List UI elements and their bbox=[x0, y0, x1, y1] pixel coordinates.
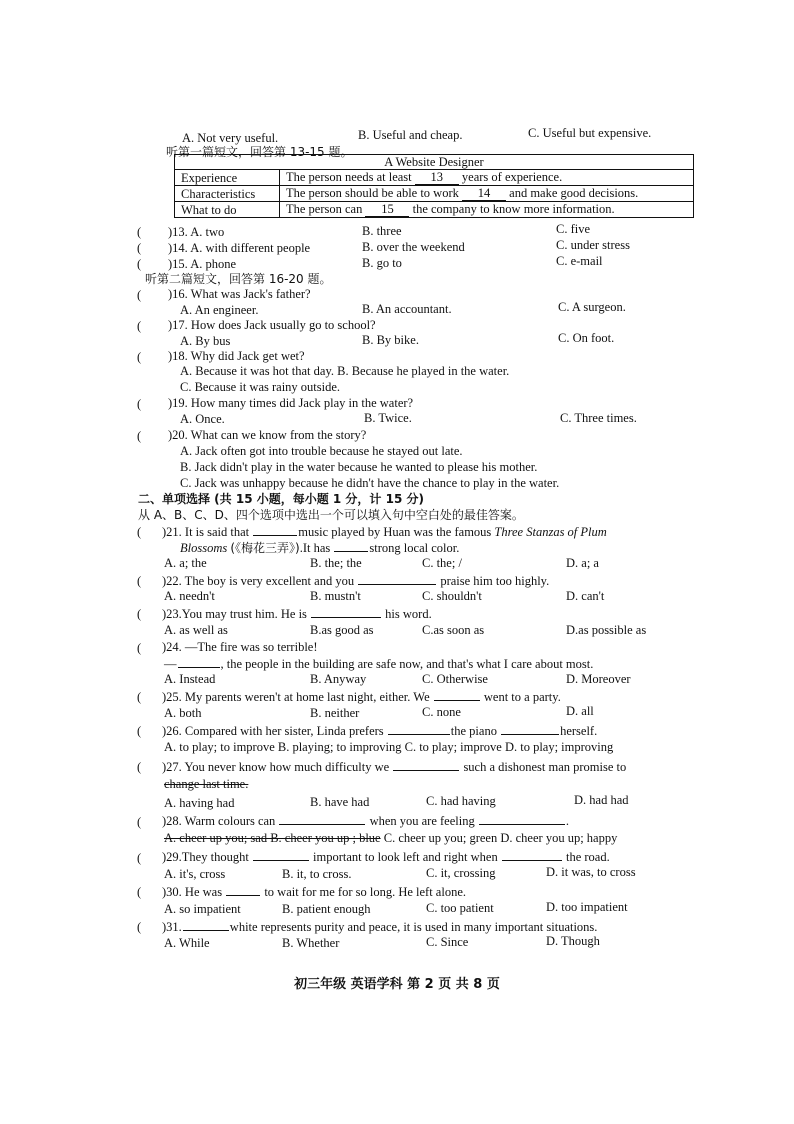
q21-stem-line2: Blossoms (《梅花三弄》).It has strong local color. bbox=[180, 541, 460, 555]
q30-option-a: A. so impatient bbox=[164, 902, 241, 916]
q29-option-c: C. it, crossing bbox=[426, 866, 496, 880]
table-row bbox=[175, 202, 694, 218]
blank[interactable] bbox=[479, 813, 565, 825]
q15-option-c: C. e-mail bbox=[556, 254, 603, 268]
q21-option-a: A. a; the bbox=[164, 556, 207, 570]
q30-option-d: D. too impatient bbox=[546, 900, 628, 914]
q19-option-b: B. Twice. bbox=[364, 411, 412, 425]
q13-option-c: C. five bbox=[556, 222, 591, 236]
q20-stem: )20. What can we know from the story? bbox=[168, 428, 367, 442]
q19-stem: )19. How many times did Jack play in the water? bbox=[168, 396, 414, 410]
q19-option-c: C. Three times. bbox=[560, 411, 637, 425]
answer-paren[interactable]: ( bbox=[137, 319, 142, 333]
q23-option-c: C.as soon as bbox=[422, 623, 485, 637]
blank[interactable] bbox=[253, 849, 309, 861]
answer-paren[interactable]: ( bbox=[137, 350, 142, 364]
q24-option-b: B. Anyway bbox=[310, 672, 367, 686]
q23-option-d: D.as possible as bbox=[566, 623, 647, 637]
q22-option-a: A. needn't bbox=[164, 589, 215, 603]
q29-stem: )29.They thought important to look left and right when the road. bbox=[162, 850, 610, 864]
table-title: A Website Designer bbox=[175, 155, 694, 170]
q27-option-a: A. having had bbox=[164, 796, 235, 810]
q13-stem: )13. A. two bbox=[168, 225, 225, 239]
blank[interactable] bbox=[334, 540, 368, 552]
q31-option-d: D. Though bbox=[546, 934, 600, 948]
q26-stem: )26. Compared with her sister, Linda prefers the piano herself. bbox=[162, 724, 598, 738]
blank[interactable] bbox=[279, 813, 365, 825]
q23-option-b: B.as good as bbox=[310, 623, 374, 637]
q24-stem: )24. —The fire was so terrible! bbox=[162, 640, 318, 654]
answer-paren[interactable]: ( bbox=[137, 574, 142, 588]
q20-option-a: A. Jack often got into trouble because he stayed out late. bbox=[180, 444, 463, 458]
q27-option-c: C. had having bbox=[426, 794, 496, 808]
answer-blank[interactable]: 13 bbox=[415, 170, 459, 185]
q27-stem: )27. You never know how much difficulty we such a dishonest man promise to bbox=[162, 760, 627, 774]
answer-paren[interactable]: ( bbox=[137, 241, 142, 255]
q28-stem: )28. Warm colours can when you are feeling . bbox=[162, 814, 569, 828]
q14-stem: )14. A. with different people bbox=[168, 241, 311, 255]
q20-option-b: B. Jack didn't play in the water because he wanted to please his mother. bbox=[180, 460, 538, 474]
row-label: What to do bbox=[175, 202, 280, 218]
q15-stem: )15. A. phone bbox=[168, 257, 237, 271]
q27-line2: change last time. bbox=[164, 777, 249, 791]
q25-option-b: B. neither bbox=[310, 706, 360, 720]
blank[interactable] bbox=[393, 759, 459, 771]
website-designer-table bbox=[174, 154, 694, 218]
q18-stem: )18. Why did Jack get wet? bbox=[168, 349, 305, 363]
q22-option-c: C. shouldn't bbox=[422, 589, 482, 603]
q19-option-a: A. Once. bbox=[180, 412, 225, 426]
answer-paren[interactable]: ( bbox=[137, 607, 142, 621]
row-content: The person can 15 the company to know more information. bbox=[280, 202, 694, 218]
q27-option-d: D. had had bbox=[574, 793, 629, 807]
table-row bbox=[175, 170, 694, 186]
q23-option-a: A. as well as bbox=[164, 623, 228, 637]
row-content: The person should be able to work 14 and make good decisions. bbox=[280, 186, 694, 202]
answer-paren[interactable]: ( bbox=[137, 690, 142, 704]
answer-paren[interactable]: ( bbox=[137, 851, 142, 865]
q16-option-b: B. An accountant. bbox=[362, 302, 452, 316]
q17-option-b: B. By bike. bbox=[362, 333, 419, 347]
q30-stem: )30. He was to wait for me for so long. He left alone. bbox=[162, 885, 466, 899]
answer-paren[interactable]: ( bbox=[137, 397, 142, 411]
q28-options: A. cheer up you; sad B. cheer you up ; blue C. cheer up you; green D. cheer you up; happy bbox=[164, 831, 618, 845]
passage1-intro: 听第一篇短文，回答第 13-15 题。 bbox=[166, 145, 353, 159]
q12-option-c: C. Useful but expensive. bbox=[528, 126, 652, 140]
row-label: Experience bbox=[175, 170, 280, 186]
q22-option-d: D. can't bbox=[566, 589, 605, 603]
blank[interactable] bbox=[183, 919, 229, 931]
passage2-intro: 听第二篇短文，回答第 16-20 题。 bbox=[145, 272, 332, 286]
answer-paren[interactable]: ( bbox=[137, 288, 142, 302]
q25-stem: )25. My parents weren't at home last night, either. We went to a party. bbox=[162, 690, 561, 704]
section2-instructions: 从 A、B、C、D、四个选项中选出一个可以填入句中空白处的最佳答案。 bbox=[138, 508, 524, 522]
q31-option-a: A. While bbox=[164, 936, 210, 950]
blank[interactable] bbox=[253, 524, 297, 536]
blank[interactable] bbox=[501, 723, 559, 735]
answer-blank[interactable]: 14 bbox=[462, 186, 506, 201]
answer-paren[interactable]: ( bbox=[137, 815, 142, 829]
q24-line2: — , the people in the building are safe now, and that's what I care about most. bbox=[164, 657, 594, 671]
q27-option-b: B. have had bbox=[310, 795, 370, 809]
q26-options: A. to play; to improve B. playing; to improving C. to play; improve D. to play; improving bbox=[164, 740, 614, 754]
q30-option-b: B. patient enough bbox=[282, 902, 371, 916]
q21-stem: )21. It is said that music played by Huan was the famous Three Stanzas of Plum bbox=[162, 525, 607, 539]
answer-blank[interactable]: 15 bbox=[365, 202, 409, 217]
q31-option-b: B. Whether bbox=[282, 936, 340, 950]
q29-option-d: D. it was, to cross bbox=[546, 865, 636, 879]
answer-paren[interactable]: ( bbox=[137, 257, 142, 271]
q14-option-b: B. over the weekend bbox=[362, 240, 465, 254]
q12-option-b: B. Useful and cheap. bbox=[358, 128, 463, 142]
q29-option-b: B. it, to cross. bbox=[282, 867, 352, 881]
answer-paren[interactable]: ( bbox=[137, 724, 142, 738]
q22-stem: )22. The boy is very excellent and you praise him too highly. bbox=[162, 574, 550, 588]
section2-title: 二、单项选择 (共 15 小题，每小题 1 分，计 15 分) bbox=[138, 492, 424, 506]
q14-option-c: C. under stress bbox=[556, 238, 630, 252]
table-row bbox=[175, 186, 694, 202]
q29-option-a: A. it's, cross bbox=[164, 867, 226, 881]
blank[interactable] bbox=[502, 849, 562, 861]
q16-option-a: A. An engineer. bbox=[180, 303, 259, 317]
answer-paren[interactable]: ( bbox=[137, 885, 142, 899]
q18-options-ab: A. Because it was hot that day. B. Because he played in the water. bbox=[180, 364, 510, 378]
blank[interactable] bbox=[311, 606, 381, 618]
q30-option-c: C. too patient bbox=[426, 901, 494, 915]
q16-stem: )16. What was Jack's father? bbox=[168, 287, 311, 301]
answer-paren[interactable]: ( bbox=[137, 920, 142, 934]
answer-paren[interactable]: ( bbox=[137, 225, 142, 239]
q13-option-b: B. three bbox=[362, 224, 402, 238]
answer-paren[interactable]: ( bbox=[137, 760, 142, 774]
q17-stem: )17. How does Jack usually go to school? bbox=[168, 318, 376, 332]
q16-option-c: C. A surgeon. bbox=[558, 300, 626, 314]
q21-option-d: D. a; a bbox=[566, 556, 599, 570]
q22-option-b: B. mustn't bbox=[310, 589, 361, 603]
q31-stem: )31. white represents purity and peace, it is used in many important situations. bbox=[162, 920, 598, 934]
row-label: Characteristics bbox=[175, 186, 280, 202]
q21-option-c: C. the; / bbox=[422, 556, 462, 570]
q18-option-c: C. Because it was rainy outside. bbox=[180, 380, 341, 394]
q15-option-b: B. go to bbox=[362, 256, 402, 270]
q20-option-c: C. Jack was unhappy because he didn't have the chance to play in the water. bbox=[180, 476, 560, 490]
answer-paren[interactable]: ( bbox=[137, 641, 142, 655]
q25-option-d: D. all bbox=[566, 704, 594, 718]
q31-option-c: C. Since bbox=[426, 935, 469, 949]
blank[interactable] bbox=[388, 723, 450, 735]
blank[interactable] bbox=[178, 656, 220, 668]
answer-paren[interactable]: ( bbox=[137, 525, 142, 539]
q23-stem: )23.You may trust him. He is his word. bbox=[162, 607, 432, 621]
q17-option-a: A. By bus bbox=[180, 334, 231, 348]
blank[interactable] bbox=[226, 884, 260, 896]
blank[interactable] bbox=[358, 573, 436, 585]
q25-option-a: A. both bbox=[164, 706, 202, 720]
q12-option-a: A. Not very useful. bbox=[182, 131, 279, 145]
answer-paren[interactable]: ( bbox=[137, 429, 142, 443]
row-content: The person needs at least 13 years of experience. bbox=[280, 170, 694, 186]
q25-option-c: C. none bbox=[422, 705, 461, 719]
q24-option-c: C. Otherwise bbox=[422, 672, 488, 686]
q21-option-b: B. the; the bbox=[310, 556, 362, 570]
page-footer: 初三年级 英语学科 第 2 页 共 8 页 bbox=[294, 977, 500, 992]
blank[interactable] bbox=[434, 689, 480, 701]
q24-option-a: A. Instead bbox=[164, 672, 216, 686]
q17-option-c: C. On foot. bbox=[558, 331, 615, 345]
q24-option-d: D. Moreover bbox=[566, 672, 631, 686]
